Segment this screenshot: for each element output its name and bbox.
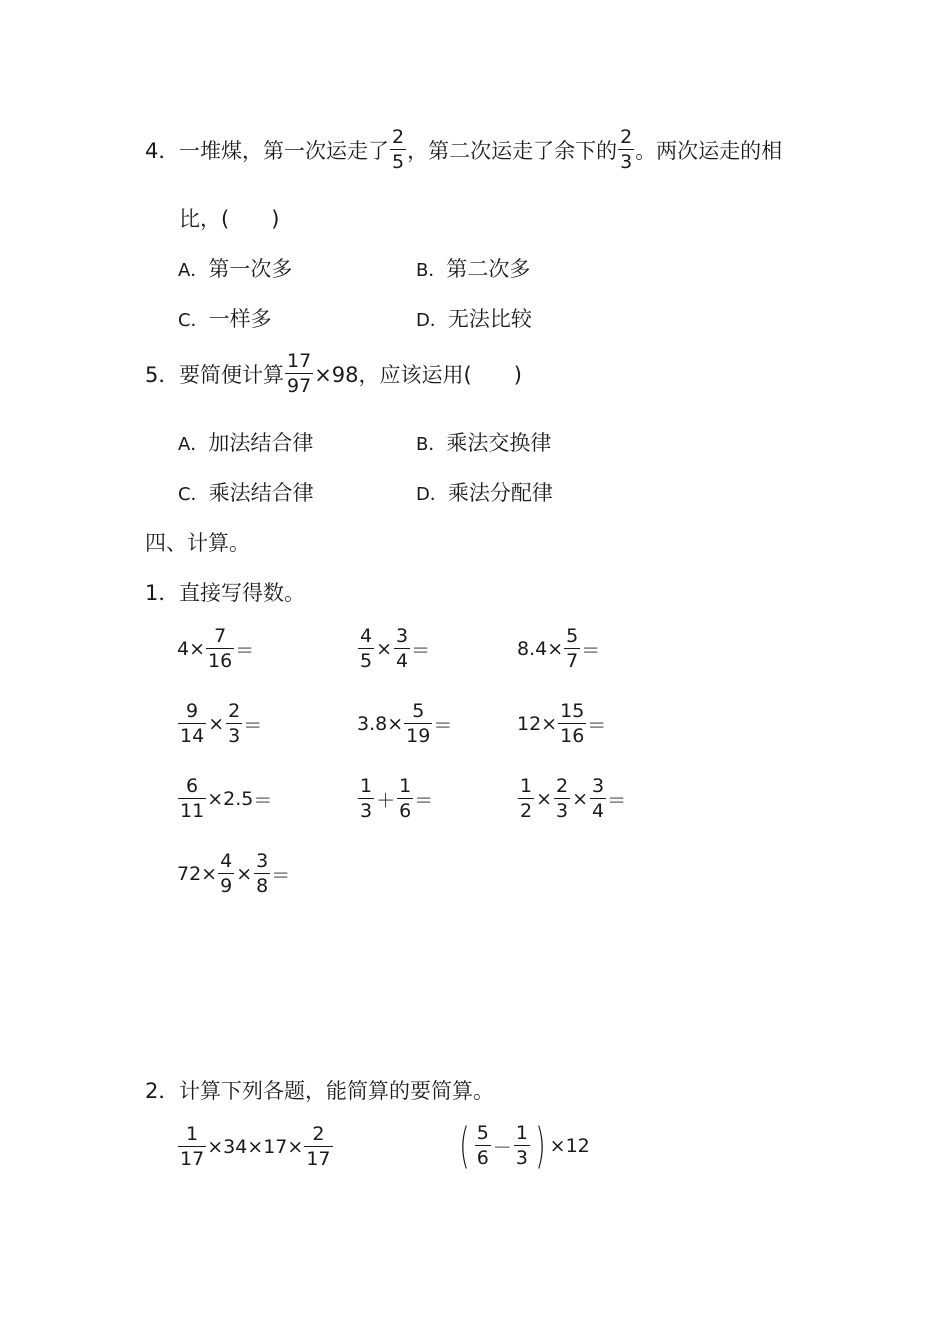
q5-fraction: [285, 352, 313, 396]
part2-heading: [145, 1075, 494, 1105]
expr-5-denominator: 19: [406, 725, 431, 747]
q4-option-b[interactable]: [416, 253, 530, 283]
expr-4-equals: ＝: [243, 714, 263, 737]
expr-1-numerator: 7: [214, 625, 227, 647]
calc-expr-1-fraction-2: [304, 1125, 332, 1169]
expr-1-fraction: [206, 627, 234, 671]
q5-option-c[interactable]: [178, 477, 314, 507]
calc-expr-2-numerator-2: 1: [515, 1122, 528, 1144]
q4-option-c[interactable]: [178, 303, 272, 333]
q4-text-a: 一堆煤，第一次运走了: [179, 139, 389, 163]
expr-10-equals: ＝: [271, 864, 291, 887]
q4-fraction-2: [618, 128, 634, 172]
q4-option-d-text: 无法比较: [447, 307, 532, 331]
part1-title: 直接写得数。: [179, 581, 305, 605]
calc-expr-2: [455, 1118, 590, 1174]
expr-9-operator-1: ×: [536, 788, 553, 810]
q5-option-c-text: 乘法结合律: [208, 481, 314, 505]
expr-7-denominator: 11: [180, 800, 205, 822]
expr-4-numerator-2: 2: [228, 700, 241, 722]
q4-number: 4．: [145, 139, 180, 163]
expr-9-denominator-3: 4: [592, 800, 605, 822]
expr-5-equals: ＝: [433, 714, 453, 737]
expr-10-operator: ×: [236, 863, 253, 885]
expr-7: [177, 777, 272, 821]
expr-7-equals: ＝: [253, 789, 273, 812]
calc-expr-2-numerator-1: 5: [476, 1122, 489, 1144]
expr-10-numerator-2: 3: [256, 850, 269, 872]
expr-4-denominator-2: 3: [228, 725, 241, 747]
expr-9-numerator-1: 1: [520, 775, 533, 797]
expr-7-suffix: ×2.5: [207, 788, 254, 810]
expr-2-numerator-2: 3: [396, 625, 409, 647]
expr-8-denominator-2: 6: [399, 800, 412, 822]
expr-8-denominator-1: 3: [360, 800, 373, 822]
expr-10-denominator-2: 8: [256, 875, 269, 897]
expr-4: [177, 702, 262, 746]
calc-expr-1-denominator-2: 17: [306, 1148, 331, 1170]
expr-3-numerator: 5: [566, 625, 579, 647]
expr-10-denominator-1: 9: [220, 875, 233, 897]
q5-option-a[interactable]: [178, 427, 313, 457]
expr-9-numerator-3: 3: [592, 775, 605, 797]
expr-4-fraction-1: [178, 702, 206, 746]
q4-option-a[interactable]: [178, 253, 292, 283]
expr-1-prefix: 4×: [177, 638, 206, 660]
expr-9-fraction-1: [518, 777, 534, 821]
part1-heading: [145, 577, 305, 607]
q4-option-a-letter: A．: [178, 260, 209, 281]
q4-option-d[interactable]: [416, 303, 532, 333]
q5-text-a: 要简便计算: [179, 363, 284, 387]
expr-4-denominator-1: 14: [180, 725, 205, 747]
q4-option-a-text: 第一次多: [208, 257, 293, 281]
q4-frac2-numerator: 2: [620, 126, 633, 148]
expr-9: [517, 777, 626, 821]
calc-expr-2-fraction-1: [475, 1124, 491, 1168]
q4-option-c-letter: C．: [178, 310, 209, 331]
section-4-title: 四、计算。: [145, 531, 250, 555]
expr-7-fraction: [178, 777, 206, 821]
part2-number: 2．: [145, 1079, 180, 1103]
calc-expr-1-fraction-1: [178, 1125, 206, 1169]
q5-number: 5．: [145, 363, 180, 387]
q5-frac-numerator: 17: [287, 350, 312, 372]
expr-9-fraction-2: [554, 777, 570, 821]
q4-option-b-letter: B．: [416, 260, 447, 281]
expr-4-operator: ×: [208, 713, 225, 735]
expr-2-fraction-1: [358, 627, 374, 671]
q4-option-d-letter: D．: [416, 310, 448, 331]
expr-5-prefix: 3.8×: [357, 713, 404, 735]
expr-2-equals: ＝: [411, 639, 431, 662]
expr-3-denominator: 7: [566, 650, 579, 672]
expr-10-numerator-1: 4: [220, 850, 233, 872]
expr-10: [177, 852, 290, 896]
calc-expr-1-denominator-1: 17: [180, 1148, 205, 1170]
calc-expr-2-operator: －: [492, 1136, 512, 1159]
expr-6-prefix: 12×: [517, 713, 558, 735]
q5-frac-denominator: 97: [287, 375, 312, 397]
calc-expr-2-denominator-1: 6: [476, 1147, 489, 1169]
q5-option-b-letter: B．: [416, 434, 447, 455]
expr-5: [357, 702, 452, 746]
expr-8-equals: ＝: [414, 789, 434, 812]
q4-frac1-denominator: 5: [392, 151, 405, 173]
expr-8-fraction-1: [358, 777, 374, 821]
left-paren: (: [459, 1118, 470, 1174]
calc-expr-1-numerator-1: 1: [186, 1123, 199, 1145]
expr-2-denominator-1: 5: [360, 650, 373, 672]
expr-2-operator: ×: [376, 638, 393, 660]
q5-line1: [145, 352, 522, 396]
calc-expr-2-tail: ×12: [549, 1135, 590, 1157]
expr-3-fraction: [564, 627, 580, 671]
expr-8-fraction-2: [397, 777, 413, 821]
expr-9-denominator-2: 3: [556, 800, 569, 822]
expr-2: [357, 627, 430, 671]
q4-frac2-denominator: 3: [620, 151, 633, 173]
calc-expr-2-fraction-2: [514, 1124, 530, 1168]
calc-expr-1: [177, 1125, 334, 1169]
q5-option-d-text: 乘法分配律: [447, 481, 553, 505]
expr-10-prefix: 72×: [177, 863, 218, 885]
expr-9-operator-2: ×: [572, 788, 589, 810]
q5-option-d-letter: D．: [416, 484, 448, 505]
expr-3-equals: ＝: [581, 639, 601, 662]
q4-option-b-text: 第二次多: [446, 257, 531, 281]
expr-2-denominator-2: 4: [396, 650, 409, 672]
expr-2-numerator-1: 4: [360, 625, 373, 647]
q5-text-b: ×98，应该运用( ): [314, 363, 522, 387]
expr-6-equals: ＝: [587, 714, 607, 737]
calc-expr-2-denominator-2: 3: [515, 1147, 528, 1169]
q4-line1: [145, 128, 782, 172]
q5-option-d[interactable]: [416, 477, 553, 507]
q4-frac1-numerator: 2: [392, 126, 405, 148]
expr-9-numerator-2: 2: [556, 775, 569, 797]
expr-8-operator: ＋: [376, 789, 396, 812]
expr-1-denominator: 16: [208, 650, 233, 672]
q5-option-c-letter: C．: [178, 484, 209, 505]
expr-9-fraction-3: [590, 777, 606, 821]
q4-option-c-text: 一样多: [208, 307, 272, 331]
expr-6-fraction: [558, 702, 586, 746]
expr-1-equals: ＝: [235, 639, 255, 662]
expr-5-numerator: 5: [412, 700, 425, 722]
expr-8-numerator-1: 1: [360, 775, 373, 797]
part1-number: 1．: [145, 581, 180, 605]
expr-6: [517, 702, 606, 746]
q4-text-c: 。两次运走的相: [635, 139, 783, 163]
calc-expr-1-numerator-2: 2: [312, 1123, 325, 1145]
expr-10-fraction-1: [218, 852, 234, 896]
expr-4-numerator-1: 9: [186, 700, 199, 722]
expr-8: [357, 777, 433, 821]
expr-3-prefix: 8.4×: [517, 638, 564, 660]
expr-7-numerator: 6: [186, 775, 199, 797]
expr-2-fraction-2: [394, 627, 410, 671]
q4-fraction-1: [390, 128, 406, 172]
q4-text-b: ，第二次运走了余下的: [407, 139, 618, 163]
expr-9-equals: ＝: [607, 789, 627, 812]
expr-6-numerator: 15: [560, 700, 585, 722]
expr-3: [517, 627, 600, 671]
calc-expr-1-middle: ×34×17×: [207, 1136, 304, 1158]
expr-1: [177, 627, 254, 671]
q5-option-a-letter: A．: [178, 434, 209, 455]
q4-line2: 比，( ): [179, 207, 280, 231]
expr-4-fraction-2: [226, 702, 242, 746]
expr-5-fraction: [404, 702, 432, 746]
q5-option-b[interactable]: [416, 427, 551, 457]
part2-title: 计算下列各题，能简算的要简算。: [179, 1079, 494, 1103]
expr-9-denominator-1: 2: [520, 800, 533, 822]
expr-6-denominator: 16: [560, 725, 585, 747]
q5-option-a-text: 加法结合律: [208, 431, 314, 455]
q5-option-b-text: 乘法交换律: [446, 431, 552, 455]
expr-10-fraction-2: [254, 852, 270, 896]
expr-8-numerator-2: 1: [399, 775, 412, 797]
right-paren: ): [535, 1118, 546, 1174]
